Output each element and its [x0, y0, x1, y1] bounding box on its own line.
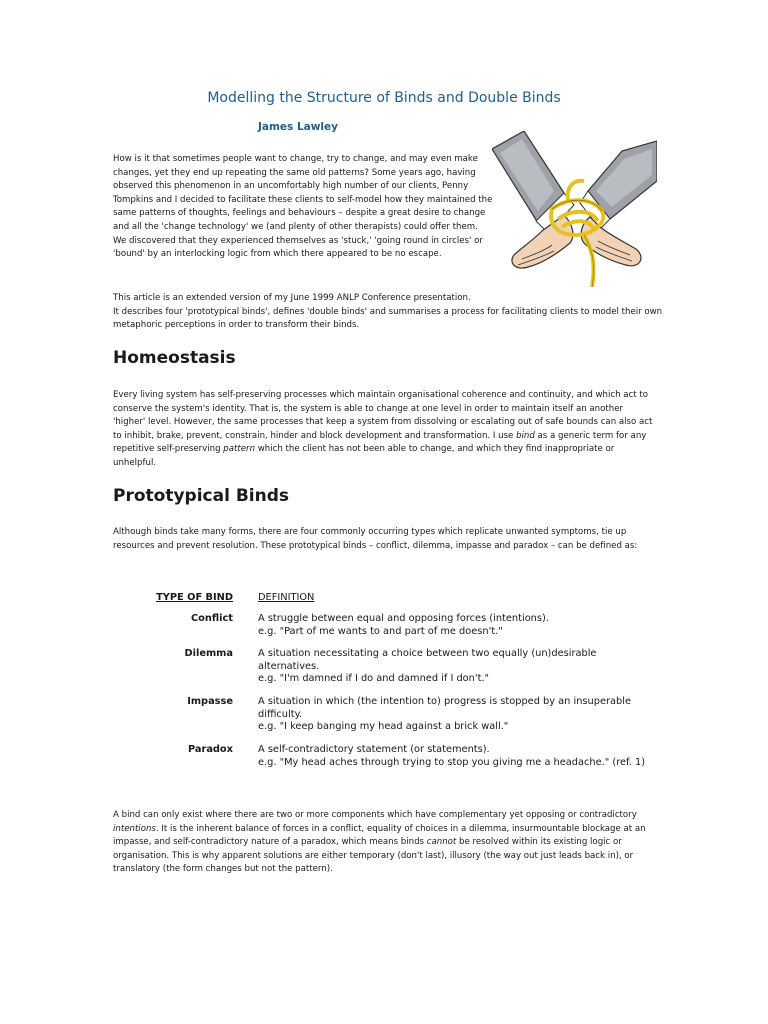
homeostasis-paragraph: [113, 389, 658, 471]
bind-definition-dilemma: [258, 648, 658, 686]
conclusion-paragraph: [113, 809, 658, 877]
homeostasis-text-2: as a generic term for any repetitive self-preserving: [113, 430, 647, 455]
definition-example: e.g. "I keep banging my head against a brick wall.": [258, 721, 509, 732]
conclusion-text-1: A bind can only exist where there are two or more components which have complementary yet opposing or contradictory: [113, 810, 637, 820]
conclusion-text-2: . It is the inherent balance of forces in a conflict, equality of choices in a dilemma, insurmountable blockage at an impasse, and self-contradictory nature of a paradox, which means binds: [113, 823, 646, 848]
homeostasis-em-pattern: pattern: [223, 444, 256, 455]
bind-type-conflict: Conflict: [190, 613, 233, 624]
bound-hands-illustration: [492, 131, 657, 287]
prototypical-binds-heading: Prototypical Binds: [113, 486, 290, 506]
table-header-type: TYPE OF BIND: [156, 592, 233, 603]
conclusion-em-cannot: cannot: [426, 837, 457, 848]
homeostasis-text-1: Every living system has self-preserving processes which maintain organisational coherence and continuity, and which act to conserve the system's identity. That is, the system is able to change at one level in order to maintain itself an another 'higher' level. However, the same processes that keep a system from dissolving or escalating out of safe bounds can also act to inhibit, brake, prevent, constrain, hinder and block development and transformation. I use: [113, 390, 653, 441]
definition-text: A self-contradictory statement (or statements).: [258, 744, 490, 755]
bind-type-dilemma: Dilemma: [184, 648, 233, 659]
bind-type-impasse: Impasse: [187, 696, 233, 707]
prototypical-paragraph: Although binds take many forms, there are four commonly occurring types which replicate unwanted symptoms, tie up resources and prevent resolution. These prototypical binds – conflict, dilemma, impasse and paradox – can be defined as:: [113, 527, 638, 551]
bind-definition-paradox: [258, 744, 658, 769]
article-description: [113, 292, 673, 333]
definition-example: e.g. "Part of me wants to and part of me doesn't.": [258, 625, 503, 637]
page-title: Modelling the Structure of Binds and Double Binds: [207, 90, 561, 106]
article-line-2: It describes four 'prototypical binds', defines 'double binds' and summarises a process for facilitating clients to model their own metaphoric perceptions in order to transform their binds.: [113, 306, 663, 331]
definition-example: e.g. "I'm damned if I do and damned if I don't.": [258, 673, 490, 684]
table-header-definition: DEFINITION: [258, 592, 315, 603]
intro-paragraph: How is it that sometimes people want to change, try to change, and may even make changes, yet they end up repeating the same old patterns? Some years ago, having observed this phenomenon in an uncomfortably high number of our clients, Penny Tompkins and I decided to facilitate these clients to self-model how they maintained the same patterns of thoughts, feelings and behaviours – despite a great desire to change and all the 'change technology' we (and plenty of other therapists) could offer them. We discovered that they experienced themselves as 'stuck,' 'going round in circles' or 'bound' by an interlocking logic from which there appeared to be no escape.: [113, 154, 493, 260]
bind-definition-conflict: [258, 613, 658, 638]
conclusion-em-intentions: intentions: [113, 823, 156, 834]
bind-type-paradox: Paradox: [187, 744, 233, 755]
definition-example: e.g. "My head aches through trying to stop you giving me a headache." (ref. 1): [258, 756, 646, 768]
homeostasis-heading: Homeostasis: [113, 348, 236, 368]
homeostasis-em-bind: bind: [516, 430, 535, 441]
definition-text: A situation necessitating a choice between two equally (un)desirable alternatives.: [258, 648, 597, 672]
author-name: James Lawley: [258, 121, 339, 133]
conclusion-text-3: be resolved within its existing logic or organisation. This is why apparent solutions are either temporary (don't last), illusory (the way out just leads back in), or translatory (the form changes but not the pattern).: [113, 837, 634, 875]
definition-text: A situation in which (the intention to) progress is stopped by an insuperable difficulty.: [258, 696, 631, 720]
bind-definition-impasse: [258, 696, 658, 734]
homeostasis-text-3: which the client has not been able to change, and which they find inappropriate or unhelpful.: [113, 444, 615, 468]
definition-text: A struggle between equal and opposing forces (intentions).: [258, 613, 549, 624]
article-line-1: This article is an extended version of my June 1999 ANLP Conference presentation.: [113, 293, 471, 303]
